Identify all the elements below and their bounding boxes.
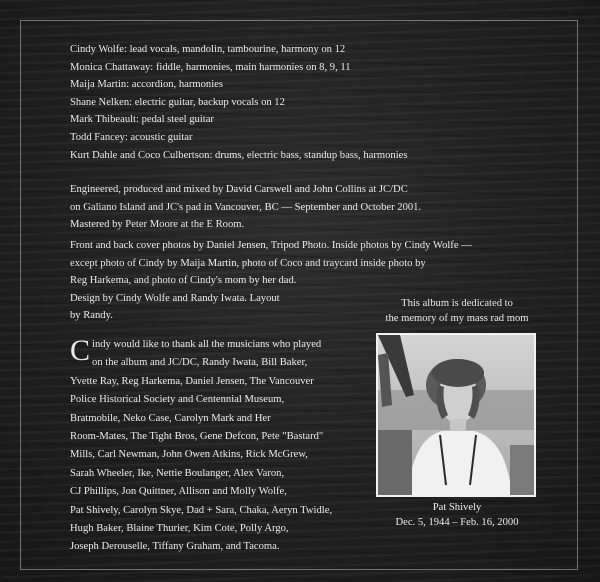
portrait-photo: [376, 333, 536, 497]
thanks-line: Joseph Derouselle, Tiffany Graham, and Tacoma.: [70, 541, 280, 553]
drop-cap: C: [70, 334, 91, 367]
dedication-line: This album is dedicated to: [401, 298, 513, 309]
credit-line: Front and back cover photos by Daniel Jensen, Tripod Photo. Inside photos by Cindy Wolfe —: [70, 240, 472, 251]
caption-dates: Dec. 5, 1944 – Feb. 16, 2000: [395, 517, 519, 528]
engineering-credits: [70, 181, 421, 234]
thanks-line: Pat Shively, Carolyn Skye, Dad + Sara, Chaka, Aeryn Twidle,: [70, 504, 333, 516]
musicians-list: [70, 41, 407, 164]
credit-line: Reg Harkema, and photo of Cindy's mom by her dad.: [70, 275, 297, 287]
thanks-line: CJ Phillips, Jon Quittner, Allison and Molly Wolfe,: [70, 486, 287, 498]
thanks-line: Bratmobile, Neko Case, Carolyn Mark and Her: [70, 412, 271, 424]
engineering-line: Engineered, produced and mixed by David Carswell and John Collins at JC/DC: [70, 184, 408, 195]
musician-credit: Cindy Wolfe: lead vocals, mandolin, tambourine, harmony on 12: [70, 44, 346, 55]
portrait-illustration: [378, 335, 534, 495]
caption-name: Pat Shively: [432, 502, 482, 513]
musician-credit: Mark Thibeault: pedal steel guitar: [70, 114, 214, 126]
musician-credit: Monica Chattaway: fiddle, harmonies, main harmonies on 8, 9, 11: [70, 61, 351, 73]
musician-credit: Kurt Dahle and Coco Culbertson: drums, electric bass, standup bass, harmonies: [70, 149, 408, 161]
engineering-line: Mastered by Peter Moore at the E Room.: [70, 219, 245, 231]
musician-credit: Maija Martin: accordion, harmonies: [70, 79, 223, 91]
thanks-line: Yvette Ray, Reg Harkema, Daniel Jensen, The Vancouver: [70, 375, 314, 387]
thank-you-paragraph: [70, 336, 332, 557]
dedication-line: the memory of my mass rad mom: [385, 313, 529, 324]
thanks-line: Room-Mates, The Tight Bros, Gene Defcon, Pete "Bastard": [70, 431, 324, 443]
credit-line: Design by Cindy Wolfe and Randy Iwata. Layout: [70, 292, 280, 304]
musician-credit: Shane Nelken: electric guitar, backup vocals on 12: [70, 96, 285, 108]
thanks-line: Sarah Wheeler, Ike, Nettie Boulanger, Alex Varon,: [70, 467, 285, 479]
thanks-line: indy would like to thank all the musicians who played: [92, 339, 322, 350]
photo-caption: [360, 500, 554, 530]
thanks-line: on the album and JC/DC, Randy Iwata, Bill Baker,: [92, 357, 308, 369]
thanks-line: Mills, Carl Newman, John Owen Atkins, Rick McGrew,: [70, 449, 308, 461]
engineering-line: on Galiano Island and JC's pad in Vancouver, BC — September and October 2001.: [70, 201, 422, 213]
musician-credit: Todd Fancey: acoustic guitar: [70, 131, 193, 143]
thanks-line: Police Historical Society and Centennial Museum,: [70, 394, 285, 406]
dedication: [360, 296, 554, 326]
credit-line: except photo of Cindy by Maija Martin, photo of Coco and traycard inside photo by: [70, 257, 426, 269]
thanks-line: Hugh Baker, Blaine Thurier, Kim Cote, Polly Argo,: [70, 523, 289, 535]
credit-line: by Randy.: [70, 310, 113, 322]
